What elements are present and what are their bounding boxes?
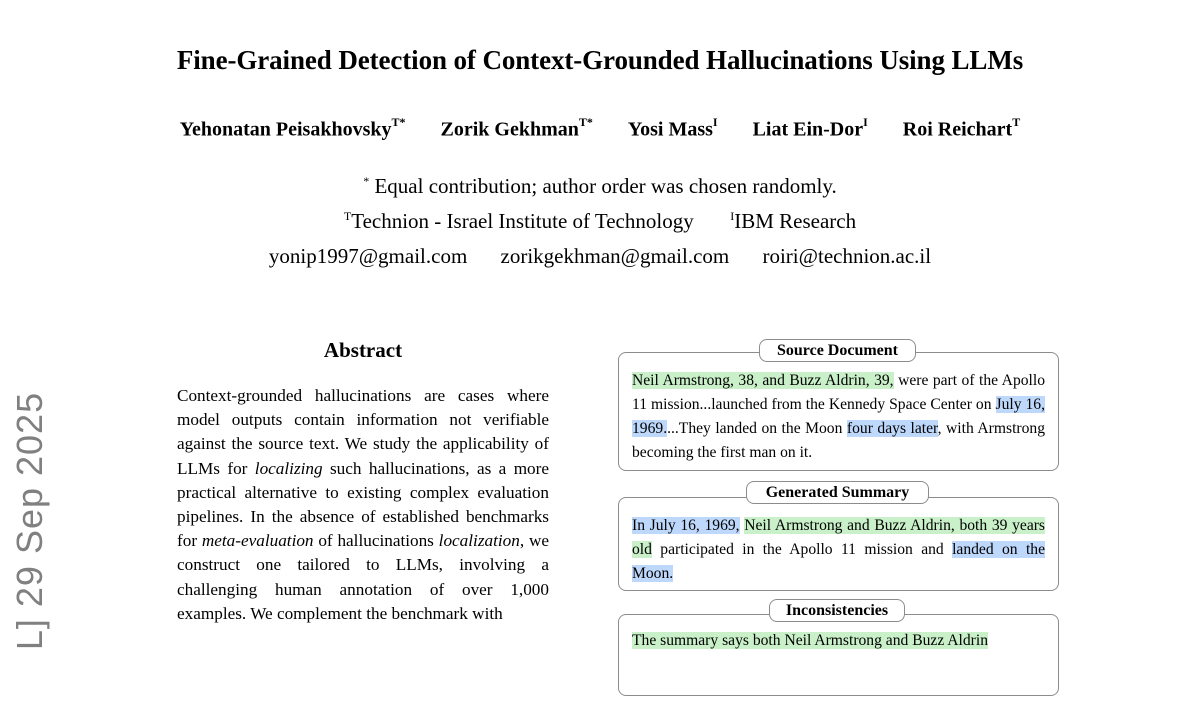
generated-summary-box: [618, 497, 1059, 591]
abstract-heading: Abstract: [323, 338, 403, 362]
author-list: [0, 117, 1200, 142]
email-list: [0, 244, 1200, 269]
email[interactable]: roiri@technion.ac.il: [762, 244, 932, 268]
generated-summary-text: In July 16, 1969, Neil Armstrong and Buzz Aldrin, both 39 years old participated in the Apollo 11 mission and landed on the Moon.: [632, 517, 1045, 582]
source-document-label: Source Document: [759, 339, 916, 362]
email[interactable]: yonip1997@gmail.com: [268, 244, 468, 268]
inconsistencies-label: Inconsistencies: [769, 599, 905, 622]
author: Roi Reichart$^T$: [902, 115, 1021, 141]
source-document-text: Neil Armstrong, 38, and Buzz Aldrin, 39, were part of the Apollo 11 mission...launched from the Kennedy Space Center on July 16, 1969....They landed on the Moon four days later, with Armstrong becoming the first man on it.: [632, 372, 1045, 461]
affiliations: [0, 209, 1200, 234]
inconsistencies-text: The summary says both Neil Armstrong and Buzz Aldrin: [632, 632, 989, 649]
email[interactable]: zorikgekhman@gmail.com: [500, 244, 730, 268]
inconsistencies-box: [618, 614, 1059, 696]
paper-title: Fine-Grained Detection of Context-Grounded Hallucinations Using LLMs: [176, 45, 1024, 75]
author: Yosi Mass$^I$: [627, 115, 718, 141]
author: Liat Ein-Dor$^I$: [752, 115, 868, 141]
author: Zorik Gekhman$^{T*}$: [440, 115, 593, 141]
arxiv-stamp: L] 29 Sep 2025: [9, 391, 50, 651]
affiliation: $^T$Technion - Israel Institute of Technology: [343, 209, 694, 233]
affiliation: $^I$IBM Research: [730, 209, 857, 233]
equal-contribution-note: * Equal contribution; author order was chosen randomly.: [363, 174, 837, 198]
abstract-text: Context-grounded hallucinations are cases where model outputs contain information not verifiable against the source text. We study the applicability of LLMs for localizing such hallucinations, as a more practical alternative to existing complex evaluation pipelines. In the absence of established benchmarks for meta-evaluation of hallucinations localization, we construct one tailored to LLMs, involving a challenging human annotation of over 1,000 examples. We complement the benchmark with: [177, 386, 550, 623]
author: Yehonatan Peisakhovsky$^{T*}$: [179, 115, 406, 141]
generated-summary-label: Generated Summary: [746, 481, 929, 504]
source-document-box: [618, 352, 1059, 471]
